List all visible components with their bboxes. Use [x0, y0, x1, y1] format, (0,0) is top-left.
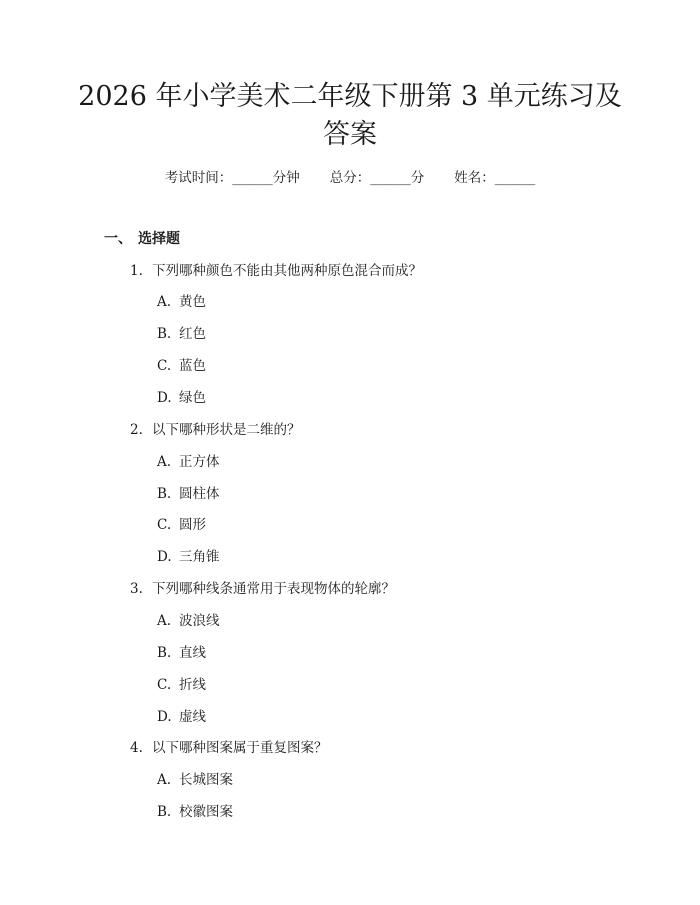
name-label: 姓名： — [454, 170, 495, 186]
option-text: 黄色 — [179, 294, 206, 310]
option-text: 长城图案 — [179, 772, 233, 788]
option-letter: B. — [157, 326, 172, 342]
option-text: 绿色 — [179, 390, 206, 406]
option-letter: D. — [157, 549, 172, 565]
option-letter: D. — [157, 709, 172, 725]
question-1 — [130, 261, 422, 281]
question-1-option-a — [157, 292, 206, 312]
option-letter: B. — [157, 645, 172, 661]
option-letter: C. — [157, 517, 172, 533]
document-title — [60, 78, 640, 154]
question-3-option-c — [157, 675, 206, 695]
option-letter: D. — [157, 390, 172, 406]
question-text: 下列哪种线条通常用于表现物体的轮廓？ — [152, 581, 395, 597]
section-heading — [104, 229, 180, 249]
option-text: 波浪线 — [179, 613, 220, 629]
time-unit: 分钟 — [272, 170, 300, 186]
question-number: 4. — [130, 740, 143, 756]
option-letter: C. — [157, 358, 172, 374]
option-text: 虚线 — [179, 709, 206, 725]
option-text: 红色 — [179, 326, 206, 342]
question-2-option-a — [157, 452, 220, 472]
section-number: 一、 — [104, 231, 132, 247]
option-text: 圆柱体 — [179, 486, 220, 502]
time-blank: ______ — [232, 170, 273, 186]
option-letter: B. — [157, 804, 172, 820]
title-line-1: 2026 年小学美术二年级下册第 3 单元练习及 — [78, 81, 622, 112]
option-letter: A. — [157, 454, 172, 470]
section-title: 选择题 — [138, 231, 180, 247]
option-text: 正方体 — [179, 454, 220, 470]
question-4-option-a — [157, 770, 233, 790]
option-letter: A. — [157, 613, 172, 629]
question-text: 下列哪种颜色不能由其他两种原色混合而成？ — [152, 263, 422, 279]
question-2-option-b — [157, 484, 220, 504]
question-number: 1. — [130, 263, 143, 279]
title-line-2: 答案 — [323, 119, 377, 150]
option-text: 直线 — [179, 645, 206, 661]
question-4 — [130, 738, 328, 758]
question-1-option-c — [157, 356, 206, 376]
score-unit: 分 — [410, 170, 425, 186]
option-text: 校徽图案 — [179, 804, 233, 820]
question-3-option-b — [157, 643, 206, 663]
score-blank: ______ — [370, 170, 411, 186]
name-blank: ______ — [494, 170, 536, 186]
question-number: 3. — [130, 581, 143, 597]
score-label: 总分： — [329, 170, 371, 186]
question-3-option-a — [157, 611, 220, 631]
question-2-option-d — [157, 547, 220, 567]
question-1-option-d — [157, 388, 206, 408]
question-4-option-b — [157, 802, 233, 822]
option-text: 蓝色 — [179, 358, 206, 374]
question-text: 以下哪种形状是二维的？ — [152, 422, 301, 438]
exam-info — [0, 168, 700, 188]
question-2-option-c — [157, 515, 206, 535]
option-letter: A. — [157, 294, 172, 310]
option-text: 圆形 — [179, 517, 206, 533]
option-text: 三角锥 — [179, 549, 220, 565]
time-label: 考试时间： — [164, 170, 233, 186]
question-1-option-b — [157, 324, 206, 344]
question-number: 2. — [130, 422, 143, 438]
option-letter: C. — [157, 677, 172, 693]
question-3-option-d — [157, 707, 206, 727]
question-text: 以下哪种图案属于重复图案？ — [152, 740, 328, 756]
question-3 — [130, 579, 395, 599]
option-letter: B. — [157, 486, 172, 502]
question-2 — [130, 420, 301, 440]
option-letter: A. — [157, 772, 172, 788]
option-text: 折线 — [179, 677, 206, 693]
